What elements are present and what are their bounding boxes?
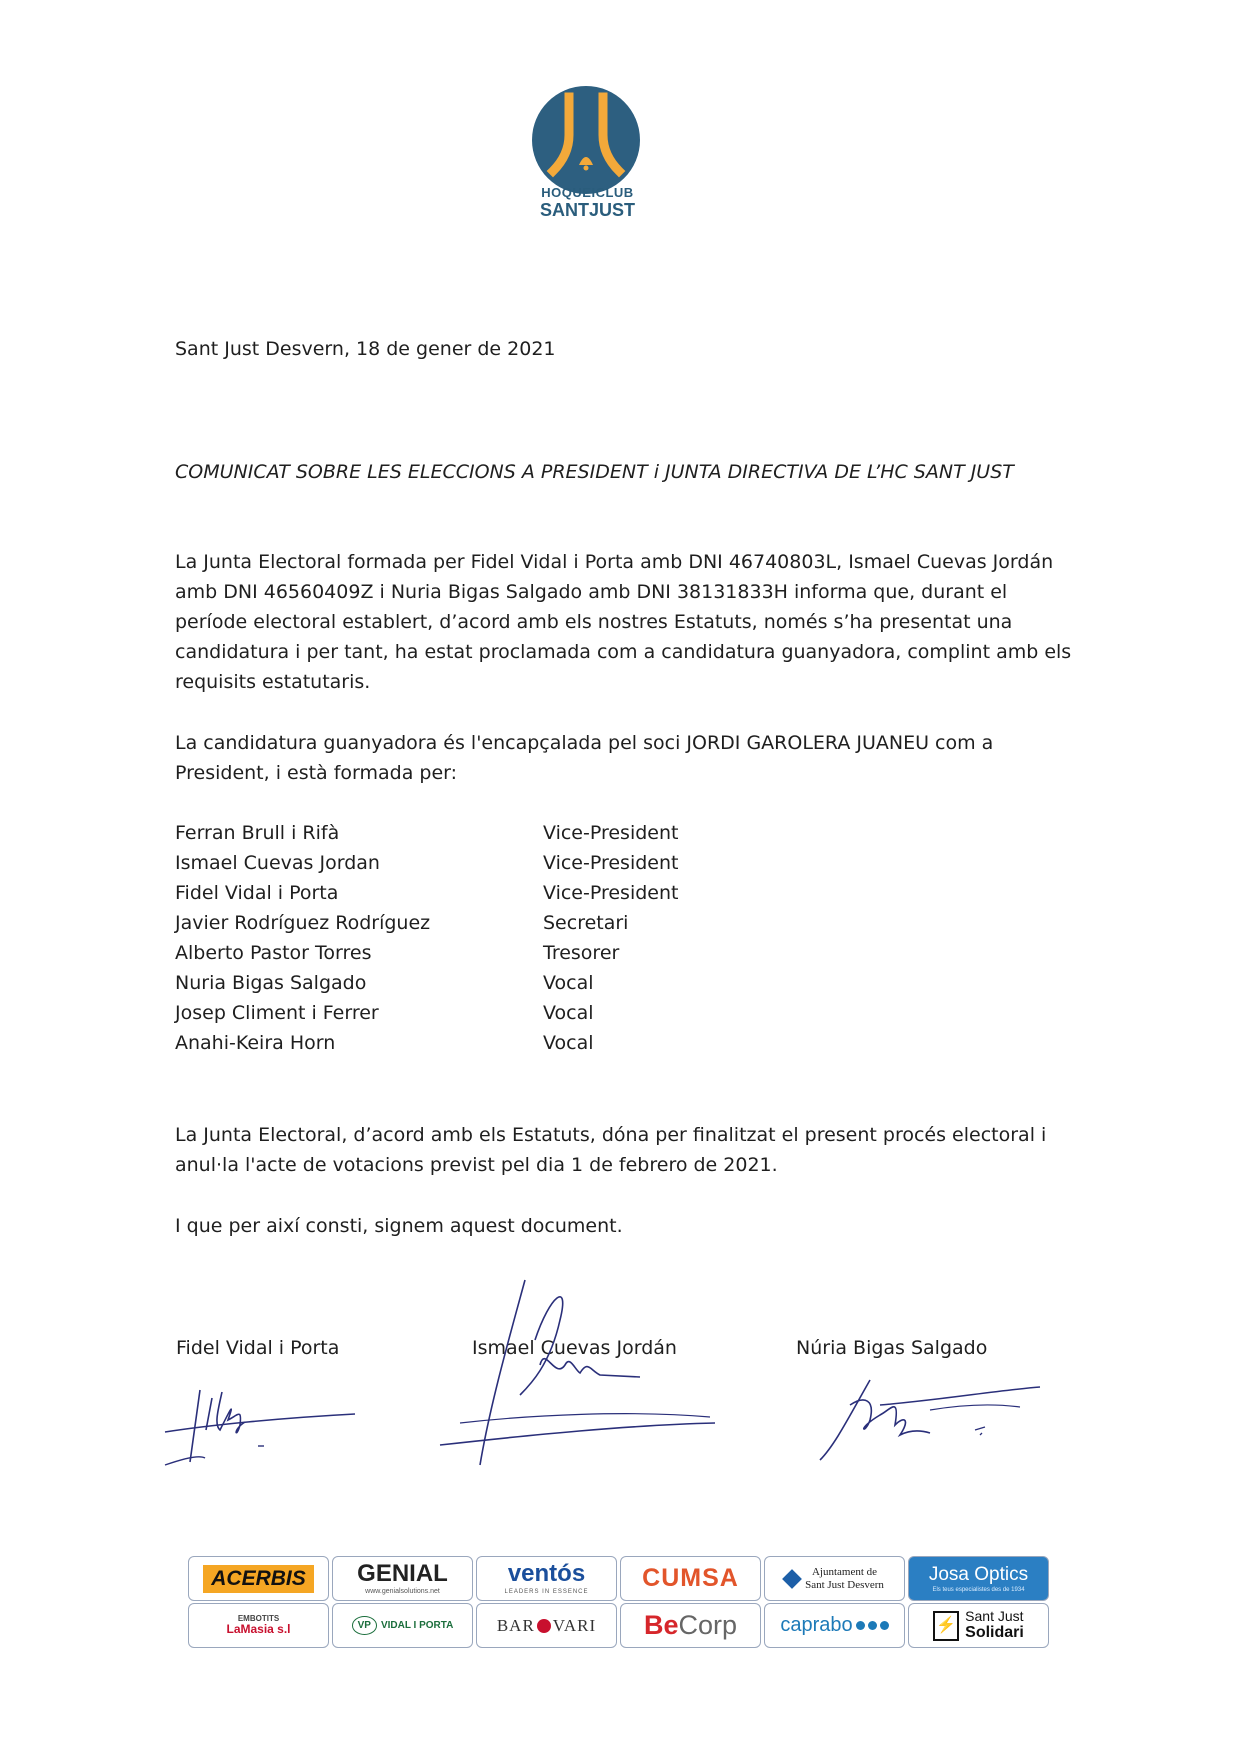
sponsor-ventos — [476, 1556, 617, 1601]
sponsor-josa-text: Josa Optics — [928, 1563, 1029, 1585]
members-list — [175, 818, 775, 1058]
member-role: Secretari — [543, 912, 629, 934]
caprabo-dot-icon — [856, 1621, 865, 1630]
sponsor-lamasia-tag: EMBOTITS — [237, 1613, 280, 1623]
sponsor-acerbis-text: ACERBIS — [203, 1565, 314, 1593]
sponsor-becorp-b: Corp — [678, 1610, 738, 1640]
sponsor-cumsa-text: CUMSA — [642, 1564, 739, 1592]
member-name: Ismael Cuevas Jordan — [175, 852, 380, 874]
signer-name-2: Ismael Cuevas Jordán — [472, 1337, 677, 1359]
member-name: Josep Climent i Ferrer — [175, 1002, 379, 1024]
member-role: Vocal — [543, 1032, 594, 1054]
logo-line-2: SANTJUST — [539, 200, 635, 220]
sponsor-ventos-text: ventós — [507, 1560, 586, 1587]
sponsor-acerbis — [188, 1556, 329, 1601]
letter-date: Sant Just Desvern, 18 de gener de 2021 — [175, 338, 556, 360]
signature-3 — [810, 1375, 1050, 1465]
signature-2 — [430, 1275, 720, 1475]
sponsor-genial-text: GENIAL — [357, 1560, 448, 1587]
sponsor-lamasia-text: LaMasia s.l — [226, 1622, 291, 1637]
member-row — [175, 908, 775, 938]
member-role: Vice-President — [543, 882, 679, 904]
member-role: Tresorer — [543, 942, 620, 964]
sponsor-ajuntament-line2: Sant Just Desvern — [805, 1578, 884, 1591]
sponsor-santjust-solidari — [908, 1603, 1049, 1648]
member-role: Vice-President — [543, 852, 679, 874]
member-name: Ferran Brull i Rifà — [175, 822, 340, 844]
member-role: Vocal — [543, 972, 594, 994]
sponsor-becorp-a: Be — [643, 1610, 679, 1640]
member-name: Javier Rodríguez Rodríguez — [175, 912, 431, 934]
sponsor-vidal-vp: VP — [352, 1616, 377, 1635]
member-row — [175, 968, 775, 998]
barovari-dot-icon — [537, 1619, 551, 1633]
member-name: Fidel Vidal i Porta — [175, 882, 339, 904]
sponsor-ventos-tag: LEADERS IN ESSENCE — [504, 1589, 589, 1595]
member-name: Anahi-Keira Horn — [175, 1032, 336, 1054]
sponsor-barovari-b: VARI — [552, 1615, 597, 1635]
sponsors-bar — [188, 1556, 1050, 1648]
sponsor-lamasia — [188, 1603, 329, 1648]
sponsor-barovari-a: BAR — [496, 1615, 535, 1635]
sponsor-cumsa — [620, 1556, 761, 1601]
sponsor-josa-tag: Els teus especialistes des de 1934 — [932, 1586, 1025, 1593]
sponsor-vidal-porta — [332, 1603, 473, 1648]
paragraph-electoral-board: La Junta Electoral formada per Fidel Vidal i Porta amb DNI 46740803L, Ismael Cuevas Jordán amb DNI 46560409Z i Nuria Bigas Salgado amb DNI 38131833H informa que, durant el període electoral establert, d’acord amb els nostres Estatuts, només s’ha presentat una candidatura i per tant, ha estat proclamada com a candidatura guanyadora, complint amb els requisits estatutaris. — [175, 551, 1072, 693]
paragraph-winning-candidacy: La candidatura guanyadora és l'encapçalada pel soci JORDI GAROLERA JUANEU com a President, i està formada per: — [175, 732, 994, 784]
paragraph-closing: La Junta Electoral, d’acord amb els Estatuts, dóna per finalitzat el present procés electoral i anul·la l'acte de votacions previst pel dia 1 de febrero de 2021. — [175, 1124, 1047, 1176]
signer-name-1: Fidel Vidal i Porta — [176, 1337, 340, 1359]
member-role: Vocal — [543, 1002, 594, 1024]
sponsor-josa-optics — [908, 1556, 1049, 1601]
caprabo-dot-icon — [880, 1621, 889, 1630]
sponsor-solidari-line1: Sant Just — [965, 1608, 1024, 1624]
member-row — [175, 818, 775, 848]
logo-line-1: HOQUEICLUB — [541, 185, 634, 200]
ajuntament-diamond-icon — [782, 1569, 802, 1589]
signature-1 — [160, 1370, 360, 1470]
member-name: Alberto Pastor Torres — [175, 942, 372, 964]
member-row — [175, 848, 775, 878]
solidari-lightning-icon: ⚡ — [933, 1611, 959, 1641]
sponsor-ajuntament — [764, 1556, 905, 1601]
sponsor-genial-url: www.genialsolutions.net — [365, 1588, 440, 1595]
member-role: Vice-President — [543, 822, 679, 844]
sponsor-solidari-line2: Solidari — [965, 1624, 1024, 1642]
member-row — [175, 878, 775, 908]
sponsor-becorp — [620, 1603, 761, 1648]
signer-name-3: Núria Bigas Salgado — [796, 1337, 988, 1359]
sponsor-barovari — [476, 1603, 617, 1648]
sponsor-caprabo — [764, 1603, 905, 1648]
member-row — [175, 1028, 775, 1058]
paragraph-sign-off: I que per així consti, signem aquest document. — [175, 1215, 623, 1237]
member-name: Nuria Bigas Salgado — [175, 972, 367, 994]
sponsor-vidal-text: VIDAL I PORTA — [380, 1620, 454, 1631]
letter-subject: COMUNICAT SOBRE LES ELECCIONS A PRESIDENT i JUNTA DIRECTIVA DE L’HC SANT JUST — [175, 461, 1014, 483]
member-row — [175, 938, 775, 968]
sponsor-caprabo-text: caprabo — [780, 1614, 853, 1636]
member-row — [175, 998, 775, 1028]
caprabo-dot-icon — [868, 1621, 877, 1630]
club-logo — [531, 85, 641, 195]
sponsor-ajuntament-line1: Ajuntament de — [811, 1566, 878, 1579]
club-logo-text — [520, 186, 655, 219]
sponsor-genial — [332, 1556, 473, 1601]
